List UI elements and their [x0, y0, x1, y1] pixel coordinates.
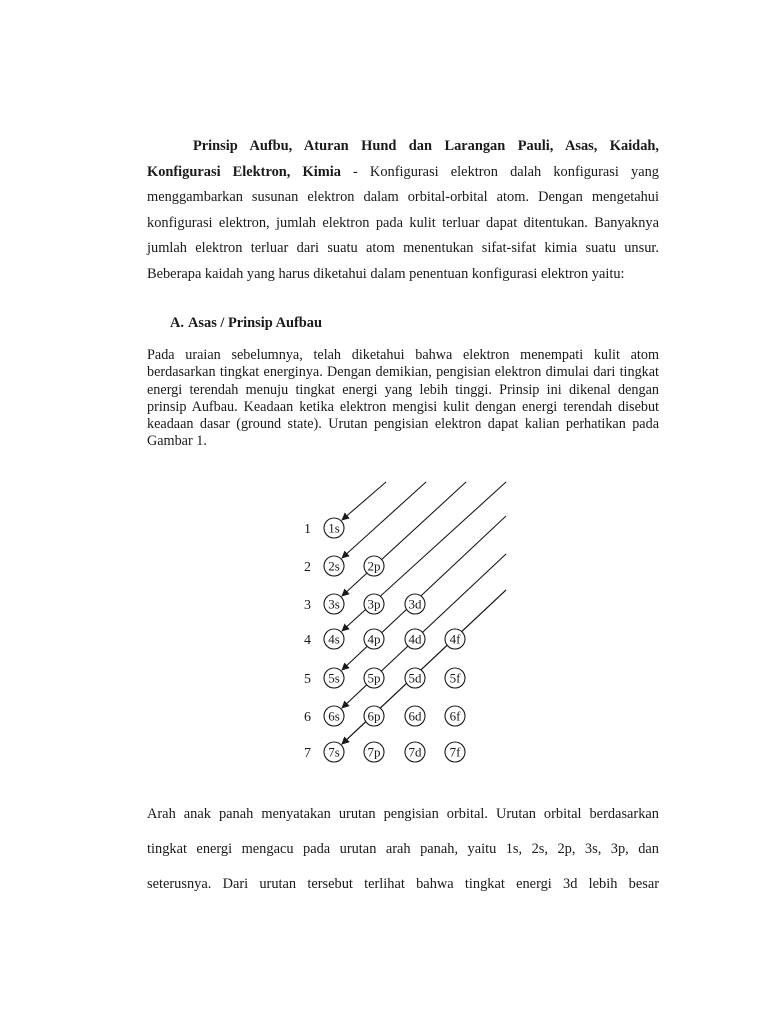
- aufbau-paragraph: Pada uraian sebelumnya, telah diketahui bahwa elektron menempati kulit atom berdasarkan tingkat energinya. Dengan demikian, pengisian elektron dimulai dari tingkat energi terendah menuju tingkat energi yang lebih tinggi. Prinsip ini dikenal dengan prinsip Aufbau. Keadaan ketika elektron mengisi kulit dengan energi terendah disebut keadaan dasar (ground state). Urutan pengisian elektron dapat kalian perhatikan pada Gambar 1.: [147, 347, 659, 450]
- orbital-2s: [324, 556, 344, 576]
- orbital-3p: [364, 594, 384, 614]
- svg-text:4p: 4p: [367, 631, 381, 647]
- filling-arrow: [342, 516, 506, 670]
- orbital-3s: [324, 594, 344, 614]
- svg-text:1s: 1s: [328, 520, 340, 536]
- orbital-1s: [324, 518, 344, 538]
- section-a-marker: A.: [170, 315, 184, 331]
- aufbau-diagram: [290, 478, 520, 768]
- svg-text:3p: 3p: [367, 596, 381, 612]
- svg-text:4f: 4f: [449, 631, 461, 647]
- intro-bold-lead: Prinsip Aufbu, Aturan Hund dan Larangan Pauli, Asas, Kaidah, Konfigurasi Elektron, Kimia: [147, 138, 659, 180]
- explanation-line-3: seterusnya. Dari urutan tersebut terlihat bahwa tingkat energi 3d lebih besar: [147, 876, 659, 892]
- orbital-5p: [364, 668, 384, 688]
- orbital-5s: [324, 668, 344, 688]
- orbital-7p: [364, 742, 384, 762]
- explanation-line-1: Arah anak panah menyatakan urutan pengisian orbital. Urutan orbital berdasarkan: [147, 806, 659, 822]
- svg-text:6s: 6s: [328, 708, 340, 724]
- svg-text:5f: 5f: [449, 670, 461, 686]
- filling-arrow: [342, 482, 466, 596]
- orbital-6f: [445, 706, 465, 726]
- svg-text:7f: 7f: [449, 744, 461, 760]
- section-a-title: Asas / Prinsip Aufbau: [188, 315, 322, 331]
- svg-text:3d: 3d: [408, 596, 422, 612]
- level-label-4: 4: [304, 633, 311, 648]
- orbital-6d: [405, 706, 425, 726]
- orbital-6s: [324, 706, 344, 726]
- orbital-4d: [405, 629, 425, 649]
- svg-text:3s: 3s: [328, 596, 340, 612]
- intro-text: - Konfigurasi elektron dalah konfigurasi yang menggambarkan susunan elektron dalam orbital-orbital atom. Dengan mengetahui konfigurasi elektron, jumlah elektron pada kulit terluar dapat ditentukan. Banyaknya jumlah elektron terluar dari suatu atom menentukan sifat-sifat kimia suatu unsur. Beberapa kaidah yang harus diketahui dalam penentuan konfigurasi elektron yaitu:: [147, 163, 659, 282]
- filling-arrow: [342, 482, 426, 558]
- filling-arrow: [342, 482, 386, 520]
- orbital-2p: [364, 556, 384, 576]
- level-label-5: 5: [304, 672, 311, 687]
- svg-text:4d: 4d: [408, 631, 422, 647]
- level-label-2: 2: [304, 560, 311, 575]
- svg-text:7p: 7p: [367, 744, 381, 760]
- orbital-7d: [405, 742, 425, 762]
- level-label-1: 1: [304, 522, 311, 537]
- level-label-3: 3: [304, 598, 311, 613]
- intro-paragraph: [147, 134, 659, 288]
- svg-text:7s: 7s: [328, 744, 340, 760]
- level-label-6: 6: [304, 710, 311, 725]
- svg-text:5d: 5d: [408, 670, 422, 686]
- explanation-line-2: tingkat energi mengacu pada urutan arah panah, yaitu 1s, 2s, 2p, 3s, 3p, dan: [147, 841, 659, 857]
- orbital-7s: [324, 742, 344, 762]
- svg-text:2s: 2s: [328, 558, 340, 574]
- svg-text:5p: 5p: [367, 670, 381, 686]
- orbital-4p: [364, 629, 384, 649]
- svg-text:4s: 4s: [328, 631, 340, 647]
- section-a-heading: [170, 312, 322, 334]
- orbital-3d: [405, 594, 425, 614]
- level-label-7: 7: [304, 746, 311, 761]
- orbital-4f: [445, 629, 465, 649]
- svg-text:6p: 6p: [367, 708, 381, 724]
- svg-text:5s: 5s: [328, 670, 340, 686]
- orbital-5f: [445, 668, 465, 688]
- orbital-7f: [445, 742, 465, 762]
- svg-text:7d: 7d: [408, 744, 422, 760]
- svg-text:2p: 2p: [367, 558, 381, 574]
- svg-text:6f: 6f: [449, 708, 461, 724]
- orbital-6p: [364, 706, 384, 726]
- svg-text:6d: 6d: [408, 708, 422, 724]
- orbital-4s: [324, 629, 344, 649]
- orbital-5d: [405, 668, 425, 688]
